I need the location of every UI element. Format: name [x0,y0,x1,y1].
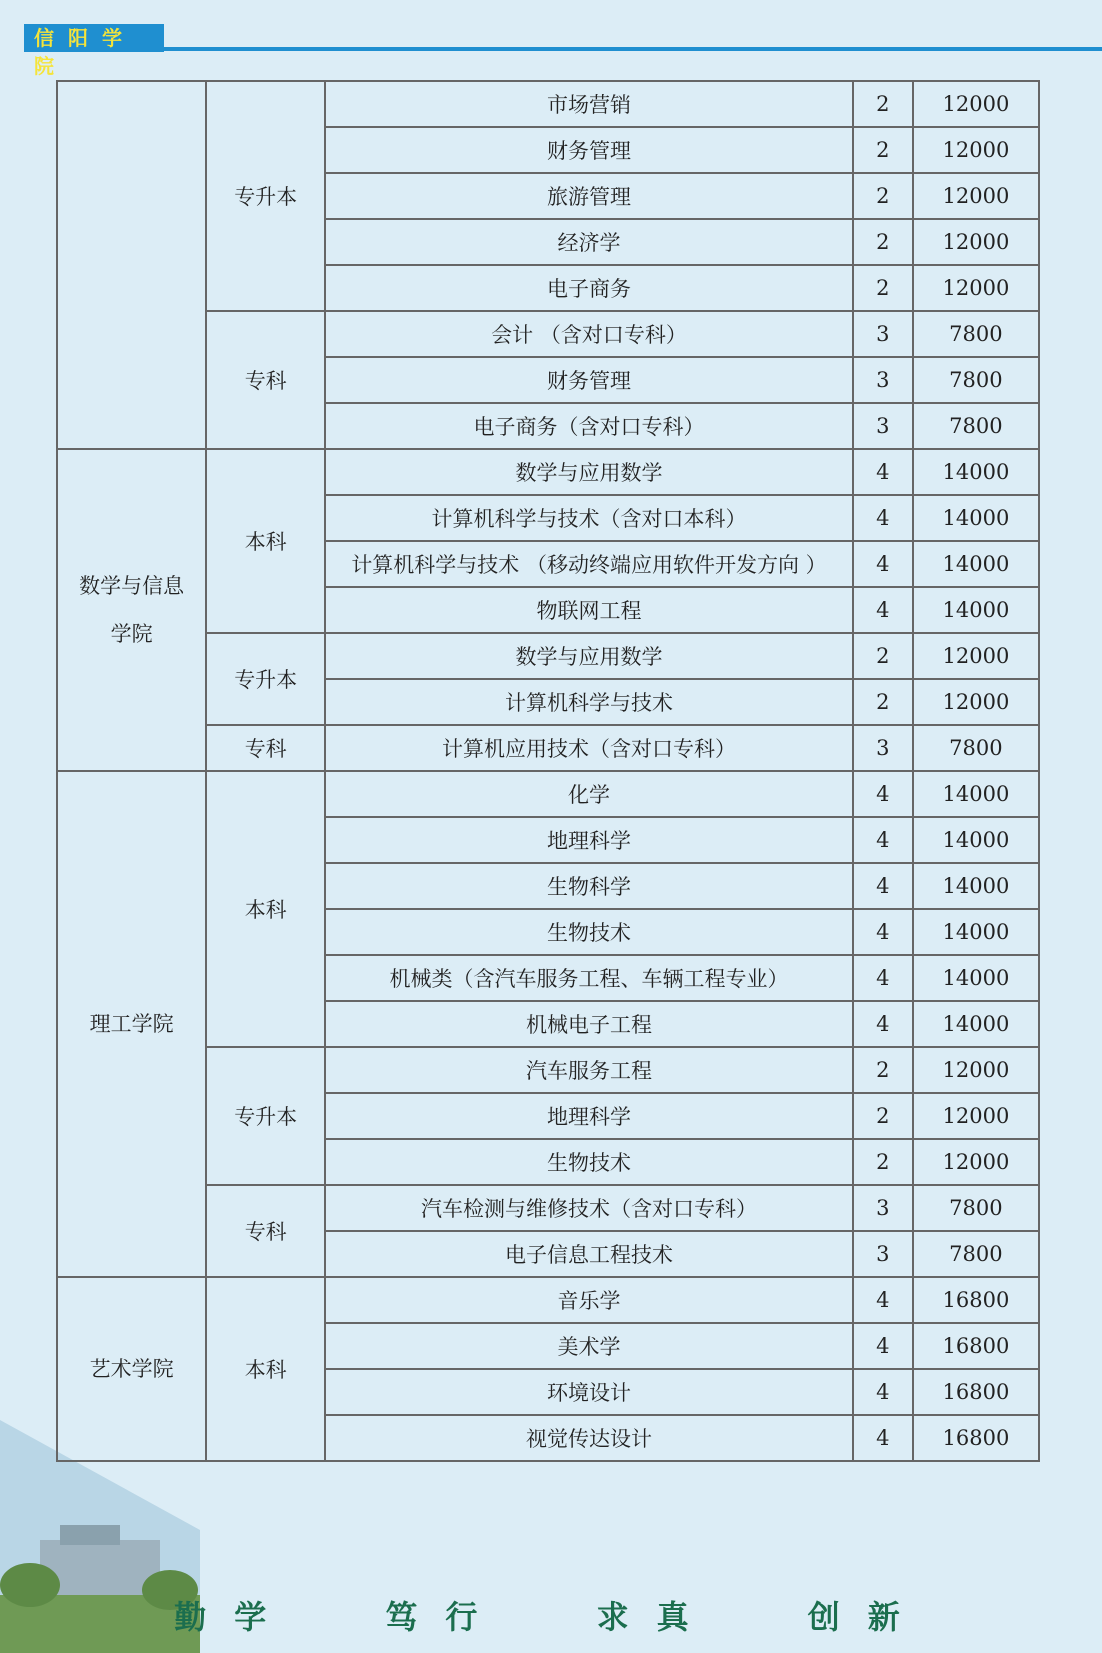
years-cell: 3 [853,725,913,771]
level-cell: 本科 [206,449,325,633]
years-cell: 2 [853,1047,913,1093]
years-cell: 2 [853,633,913,679]
level-cell: 本科 [206,1277,325,1461]
level-cell: 专科 [206,725,325,771]
years-cell: 4 [853,449,913,495]
years-cell: 4 [853,863,913,909]
motto-word: 笃行 [385,1598,506,1636]
major-cell: 视觉传达设计 [325,1415,853,1461]
major-cell: 物联网工程 [325,587,853,633]
years-cell: 4 [853,1001,913,1047]
major-cell: 地理科学 [325,817,853,863]
major-cell: 化学 [325,771,853,817]
years-cell: 3 [853,1185,913,1231]
major-cell: 财务管理 [325,357,853,403]
table-row [57,449,1039,495]
fee-cell: 14000 [913,587,1039,633]
years-cell: 3 [853,311,913,357]
level-cell: 专升本 [206,633,325,725]
major-cell: 会计 （含对口专科） [325,311,853,357]
fee-cell: 7800 [913,1231,1039,1277]
years-cell: 4 [853,1323,913,1369]
fee-cell: 14000 [913,817,1039,863]
fee-cell: 7800 [913,357,1039,403]
years-cell: 4 [853,495,913,541]
years-cell: 2 [853,1093,913,1139]
level-cell: 专升本 [206,1047,325,1185]
years-cell: 3 [853,1231,913,1277]
years-cell: 3 [853,403,913,449]
major-cell: 计算机科学与技术 （移动终端应用软件开发方向 ） [325,541,853,587]
fee-cell: 12000 [913,679,1039,725]
fee-cell: 12000 [913,633,1039,679]
motto-word: 求真 [596,1598,717,1636]
major-cell: 美术学 [325,1323,853,1369]
years-cell: 3 [853,357,913,403]
years-cell: 4 [853,1369,913,1415]
years-cell: 2 [853,81,913,127]
major-cell: 数学与应用数学 [325,633,853,679]
fee-cell: 14000 [913,955,1039,1001]
fee-cell: 16800 [913,1369,1039,1415]
fee-cell: 14000 [913,909,1039,955]
major-cell: 计算机应用技术（含对口专科） [325,725,853,771]
fee-cell: 12000 [913,1139,1039,1185]
major-cell: 电子商务（含对口专科） [325,403,853,449]
fee-cell: 12000 [913,81,1039,127]
fee-cell: 12000 [913,1093,1039,1139]
fee-cell: 16800 [913,1323,1039,1369]
college-cell: 艺术学院 [57,1277,206,1461]
fee-cell: 14000 [913,495,1039,541]
years-cell: 4 [853,955,913,1001]
fee-cell: 7800 [913,1185,1039,1231]
fee-cell: 7800 [913,311,1039,357]
major-cell: 财务管理 [325,127,853,173]
major-cell: 汽车检测与维修技术（含对口专科） [325,1185,853,1231]
college-cell: 数学与信息学院 [57,449,206,771]
fee-cell: 7800 [913,725,1039,771]
major-cell: 计算机科学与技术 [325,679,853,725]
major-cell: 旅游管理 [325,173,853,219]
major-cell: 电子商务 [325,265,853,311]
fee-cell: 16800 [913,1415,1039,1461]
years-cell: 4 [853,771,913,817]
major-cell: 汽车服务工程 [325,1047,853,1093]
major-cell: 地理科学 [325,1093,853,1139]
years-cell: 2 [853,127,913,173]
major-cell: 生物技术 [325,909,853,955]
major-cell: 电子信息工程技术 [325,1231,853,1277]
years-cell: 4 [853,817,913,863]
major-cell: 音乐学 [325,1277,853,1323]
major-cell: 环境设计 [325,1369,853,1415]
college-cell: 理工学院 [57,771,206,1277]
years-cell: 2 [853,1139,913,1185]
fee-cell: 12000 [913,127,1039,173]
major-cell: 机械电子工程 [325,1001,853,1047]
fee-cell: 14000 [913,449,1039,495]
years-cell: 2 [853,219,913,265]
college-cell [57,81,206,449]
years-cell: 4 [853,587,913,633]
major-cell: 计算机科学与技术（含对口本科） [325,495,853,541]
years-cell: 2 [853,173,913,219]
years-cell: 2 [853,265,913,311]
years-cell: 4 [853,1415,913,1461]
fee-cell: 12000 [913,219,1039,265]
fee-cell: 12000 [913,173,1039,219]
major-cell: 数学与应用数学 [325,449,853,495]
fee-cell: 12000 [913,1047,1039,1093]
fee-cell: 14000 [913,541,1039,587]
motto-word: 创新 [807,1598,928,1636]
major-cell: 生物技术 [325,1139,853,1185]
fee-table [56,80,1040,1462]
table-row [57,771,1039,817]
major-cell: 机械类（含汽车服务工程、车辆工程专业） [325,955,853,1001]
level-cell: 本科 [206,771,325,1047]
major-cell: 经济学 [325,219,853,265]
fee-cell: 16800 [913,1277,1039,1323]
major-cell: 生物科学 [325,863,853,909]
years-cell: 4 [853,541,913,587]
school-motto [0,1592,1102,1638]
major-cell: 市场营销 [325,81,853,127]
school-logo: 信阳学院 [24,24,164,52]
fee-cell: 14000 [913,863,1039,909]
level-cell: 专升本 [206,81,325,311]
years-cell: 4 [853,1277,913,1323]
level-cell: 专科 [206,311,325,449]
table-row [57,81,1039,127]
fee-cell: 12000 [913,265,1039,311]
level-cell: 专科 [206,1185,325,1277]
fee-cell: 7800 [913,403,1039,449]
fee-cell: 14000 [913,771,1039,817]
table-row [57,1277,1039,1323]
years-cell: 2 [853,679,913,725]
header-rule [164,47,1102,51]
fee-cell: 14000 [913,1001,1039,1047]
motto-word: 勤学 [174,1598,295,1636]
years-cell: 4 [853,909,913,955]
